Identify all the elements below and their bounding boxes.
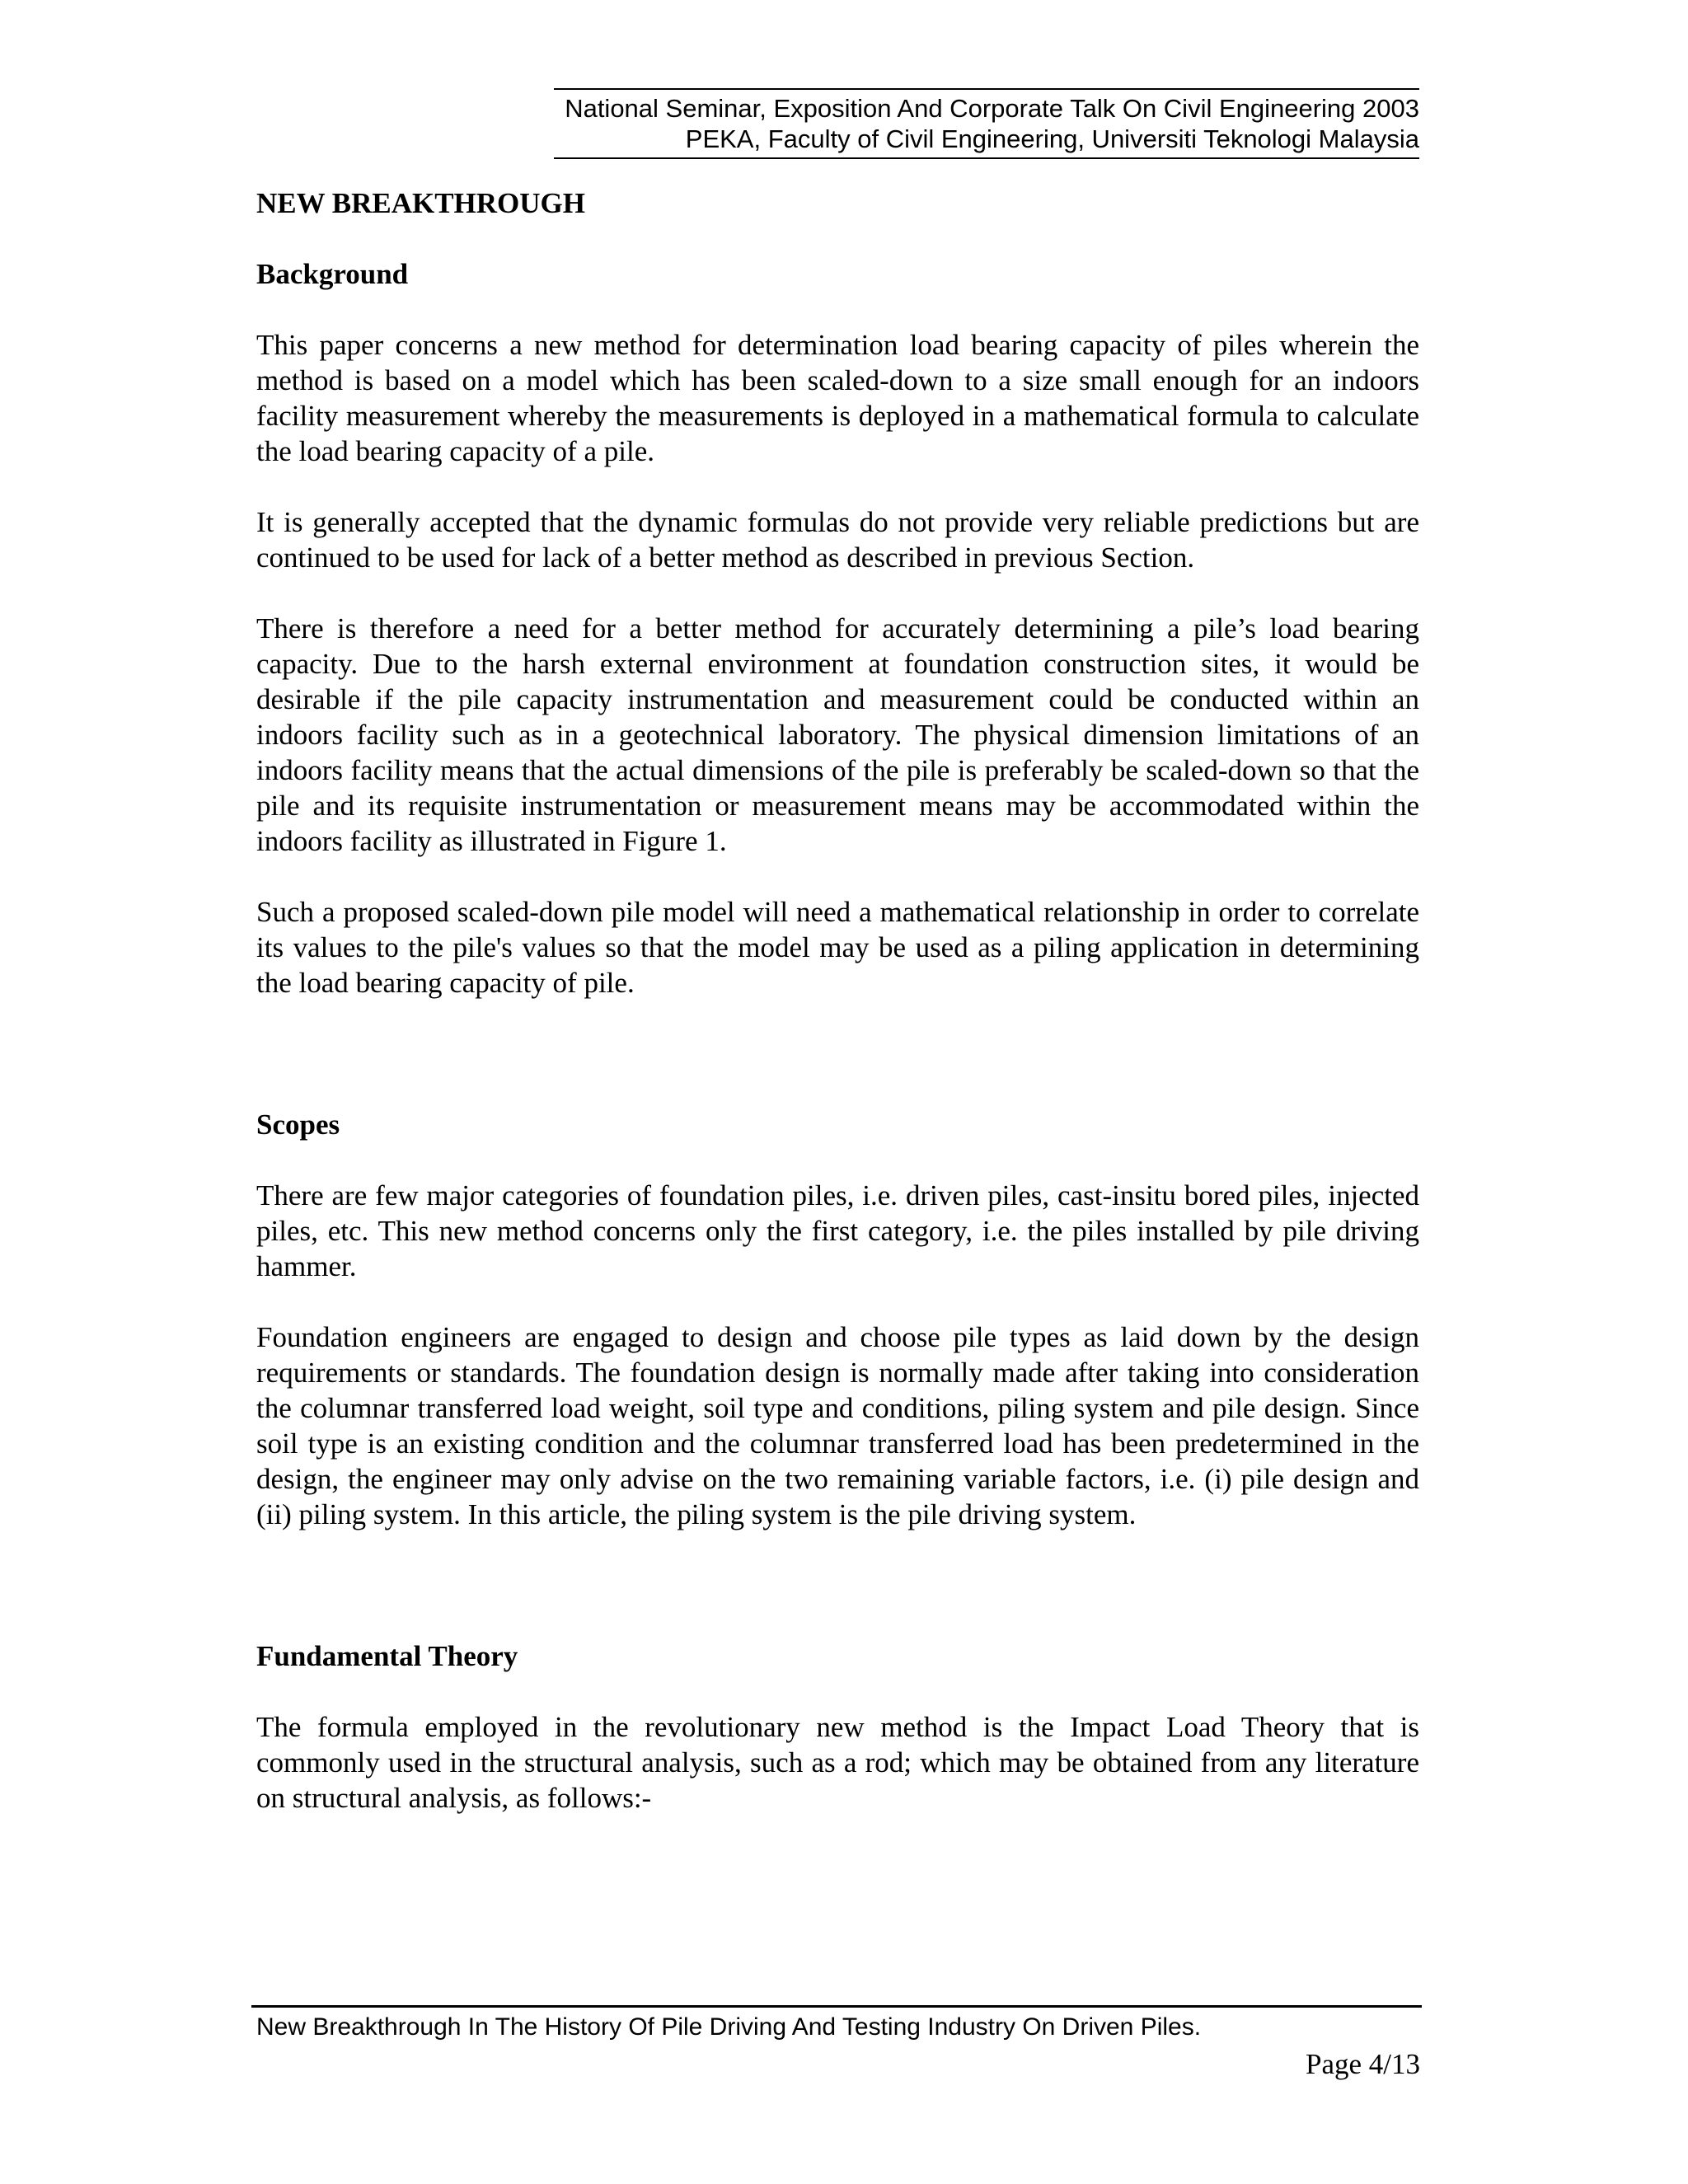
header-line-seminar: National Seminar, Exposition And Corporate Talk On Civil Engineering 2003: [565, 94, 1419, 123]
scopes-paragraph: There are few major categories of foundation piles, i.e. driven piles, cast-insitu bored piles, injected piles, etc. This new method concerns only the first category, i.e. the piles installed by pile driving hammer.: [256, 1179, 1419, 1282]
spacer: [256, 1036, 1419, 1107]
background-heading: Background: [256, 258, 409, 290]
theory-paragraph: The formula employed in the revolutionary new method is the Impact Load Theory that is commonly used in the structural analysis, such as a rod; which may be obtained from any literature on structural analysis, as follows:-: [256, 1711, 1419, 1814]
theory-heading: Fundamental Theory: [256, 1640, 518, 1672]
footer-title: New Breakthrough In The History Of Pile Driving And Testing Industry On Driven Piles.: [256, 2013, 1202, 2041]
running-footer: [251, 2005, 1422, 2082]
background-paragraph: It is generally accepted that the dynamic formulas do not provide very reliable predictions but are continued to be used for lack of a better method as described in previous Section.: [256, 506, 1419, 574]
page-number: Page 4/13: [1305, 2048, 1420, 2080]
header-line-faculty: PEKA, Faculty of Civil Engineering, Universiti Teknologi Malaysia: [685, 124, 1419, 153]
scopes-heading: Scopes: [256, 1108, 340, 1141]
background-paragraph: This paper concerns a new method for determination load bearing capacity of piles wherein the method is based on a model which has been scaled-down to a size small enough for an indoors facility measurement whereby the measurements is deployed in a mathematical formula to calculate the load bearing capacity of a pile.: [256, 329, 1419, 467]
scopes-paragraph: Foundation engineers are engaged to design and choose pile types as laid down by the design requirements or standards. The foundation design is normally made after taking into consideration the columnar transferred load weight, soil type and conditions, piling system and pile design. Since soil type is an existing condition and the columnar transferred load has been predetermined in the design, the engineer may only advise on the two remaining variable factors, i.e. (i) pile design and (ii) piling system. In this article, the piling system is the pile driving system.: [256, 1321, 1419, 1530]
page-body: [256, 185, 1419, 1851]
spacer: [256, 1568, 1419, 1638]
background-paragraph: Such a proposed scaled-down pile model will need a mathematical relationship in order to correlate its values to the pile's values so that the model may be used as a piling application in determining the load bearing capacity of pile.: [256, 896, 1419, 999]
background-paragraph: There is therefore a need for a better method for accurately determining a pile’s load bearing capacity. Due to the harsh external environment at foundation construction sites, it would be desirable if the pile capacity instrumentation and measurement could be conducted within an indoors facility such as in a geotechnical laboratory. The physical dimension limitations of an indoors facility means that the actual dimensions of the pile is preferably be scaled-down so that the pile and its requisite instrumentation or measurement means may be accommodated within the indoors facility as illustrated in Figure 1.: [256, 612, 1419, 857]
section-title: NEW BREAKTHROUGH: [256, 187, 585, 219]
running-header: [554, 88, 1419, 159]
